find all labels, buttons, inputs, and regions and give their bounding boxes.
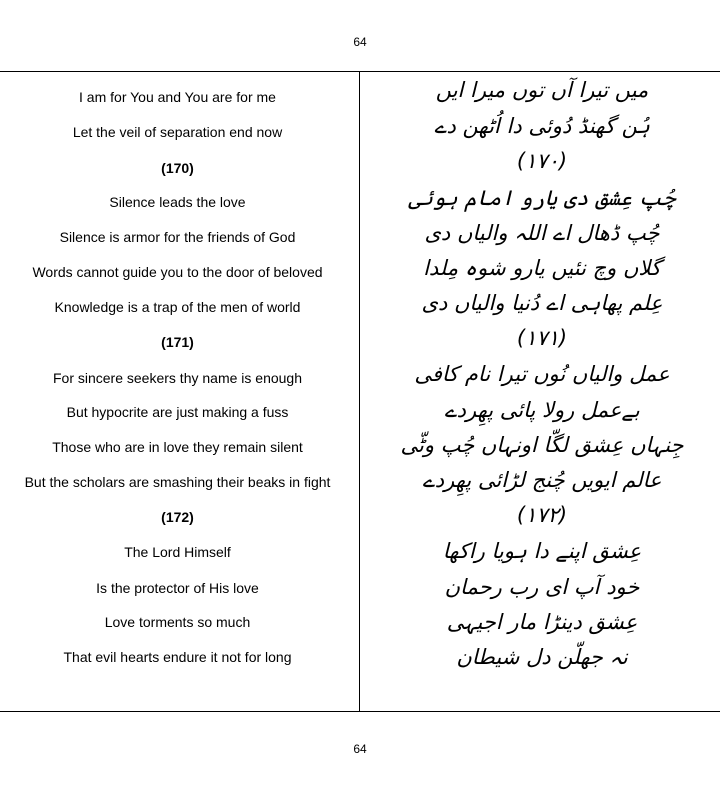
- english-line: The Lord Himself: [124, 543, 231, 560]
- bottom-rule: [0, 711, 720, 712]
- urdu-line: گلاں وچ نئیں یارو شوہ مِلدا: [423, 255, 661, 280]
- english-line: I am for You and You are for me: [79, 88, 276, 105]
- english-line: But hypocrite are just making a fuss: [66, 403, 289, 420]
- verse-number-urdu: (۱۷۲): [516, 502, 568, 527]
- verse-number: (170): [161, 159, 194, 176]
- urdu-line: جِنہاں عِشق لگّا اونہاں چُپ وٹّی: [400, 432, 684, 457]
- urdu-line: عالم ایویں چُنج لڑائی پھِردے: [422, 467, 662, 492]
- verse-number-urdu: (۱۷۰): [516, 148, 568, 173]
- english-line: That evil hearts endure it not for long: [63, 648, 292, 665]
- urdu-line: میں تیرا آں توں میرا ایں: [435, 77, 649, 102]
- column-divider: [359, 71, 360, 712]
- urdu-line: عِشق دینڑا مار اجیہی: [446, 609, 638, 634]
- english-line: Those who are in love they remain silent: [52, 438, 303, 455]
- urdu-line: عِلم پھاہی اے دُنیا والیاں دی: [421, 290, 663, 315]
- verse-number: (172): [161, 508, 194, 525]
- english-line: Is the protector of His love: [96, 579, 259, 596]
- english-line: Silence is armor for the friends of God: [59, 228, 296, 245]
- urdu-line: بےعمل رولا پائی پھِردے: [444, 397, 640, 422]
- page-number-top: 64: [353, 35, 367, 49]
- urdu-line: عمل والیاں نُوں تیرا نام کافی: [414, 361, 670, 386]
- urdu-line: ہُن گھنڈ دُوئی دا اُٹھن دے: [434, 113, 650, 138]
- english-line: Let the veil of separation end now: [72, 123, 283, 140]
- urdu-line: چُپ ڈھال اے اللہ والیاں دی: [424, 220, 660, 245]
- english-line: Love torments so much: [104, 613, 251, 630]
- english-line: Knowledge is a trap of the men of world: [54, 298, 301, 315]
- verse-number: (171): [161, 333, 194, 350]
- english-line: But the scholars are smashing their beaks in fight: [24, 473, 331, 490]
- page-number-bottom: 64: [353, 742, 367, 756]
- english-line: For sincere seekers thy name is enough: [52, 369, 302, 386]
- english-line: Words cannot guide you to the door of beloved: [32, 263, 323, 280]
- urdu-line: نہ جھلّن دل شیطان: [456, 644, 628, 669]
- urdu-line: عِشق اپنے دا ہویا راکھا: [442, 538, 642, 563]
- urdu-line: خود آپ ای رب رحمان: [444, 574, 640, 599]
- english-line: Silence leads the love: [109, 193, 246, 210]
- verse-number-urdu: (۱۷۱): [516, 325, 568, 350]
- urdu-line: چُپ عِشق دی یارو امام ہوئی: [408, 185, 676, 210]
